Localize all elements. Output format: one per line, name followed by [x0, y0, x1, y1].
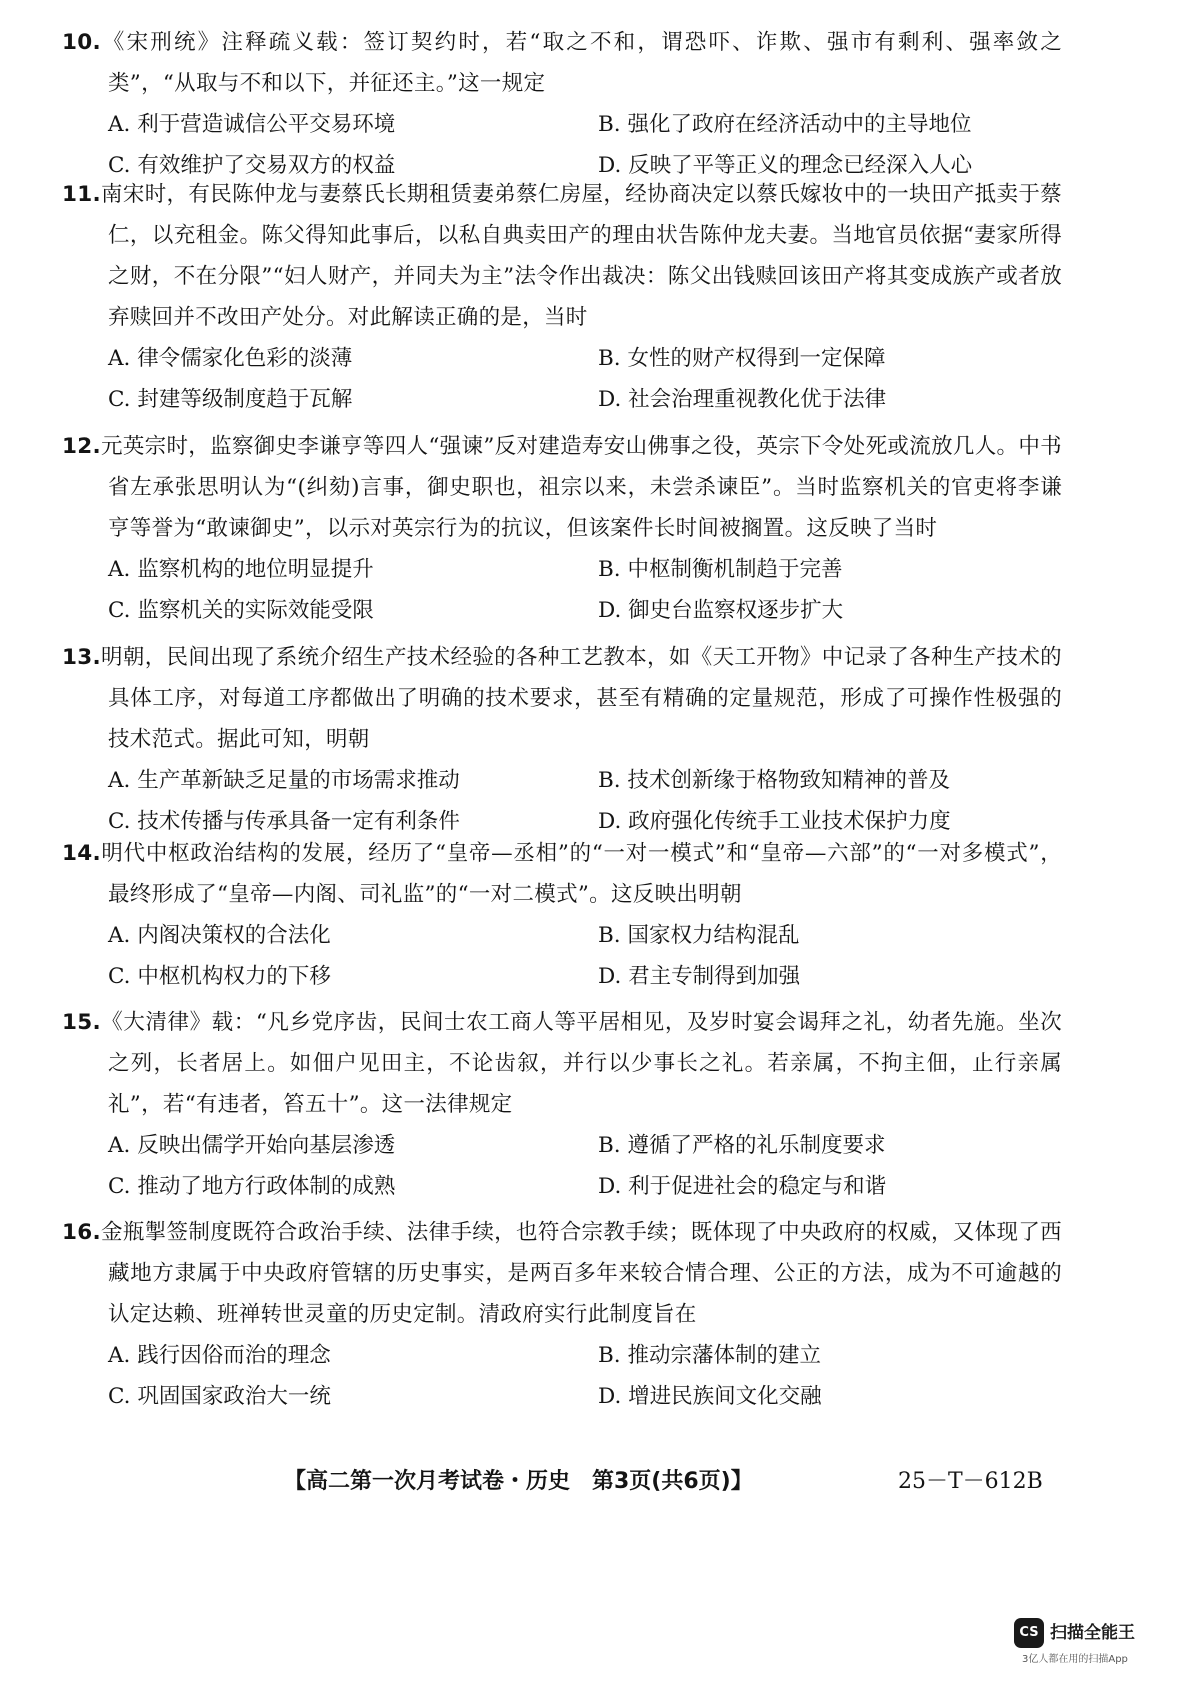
watermark-tagline: 3亿人都在用的扫描App — [1022, 1654, 1128, 1665]
question-16 — [62, 1212, 1062, 1417]
footer-title: 【高二第一次月考试卷・历史 第3页(共6页)】 — [284, 1469, 753, 1494]
option-b: B. 推动宗藩体制的建立 — [598, 1343, 821, 1368]
option-a: A. 践行因俗而治的理念 — [108, 1343, 331, 1368]
option-c: C. 有效维护了交易双方的权益 — [108, 153, 396, 178]
option-a: A. 反映出儒学开始向基层渗透 — [108, 1133, 396, 1158]
question-number: 12. — [62, 434, 101, 459]
paper-code: 25－T－612B — [898, 1469, 1043, 1494]
question-text: 金瓶掣签制度既符合政治手续、法律手续，也符合宗教手续；既体现了中央政府的权威，又体现了西藏地方隶属于中央政府管辖的历史事实，是两百多年来较合情合理、公正的方法，成为不可逾越的认定达赖、班禅转世灵童的历史定制。清政府实行此制度旨在 — [101, 1220, 1062, 1327]
option-b: B. 遵循了严格的礼乐制度要求 — [598, 1133, 886, 1158]
question-number: 14. — [62, 841, 101, 866]
option-b: B. 强化了政府在经济活动中的主导地位 — [598, 112, 972, 137]
question-text: 南宋时，有民陈仲龙与妻蔡氏长期租赁妻弟蔡仁房屋，经协商决定以蔡氏嫁妆中的一块田产抵卖于蔡仁，以充租金。陈父得知此事后，以私自典卖田产的理由状告陈仲龙夫妻。当地官员依据“妻家所得之财，不在分限”“妇人财产，并同夫为主”法令作出裁决：陈父出钱赎回该田产将其变成族产或者放弃赎回并不改田产处分。对此解读正确的是，当时 — [101, 182, 1062, 330]
option-d: D. 增进民族间文化交融 — [598, 1384, 822, 1409]
option-a: A. 生产革新缺乏足量的市场需求推动 — [108, 768, 460, 793]
question-text: 《宋刑统》注释疏义载：签订契约时，若“取之不和，谓恐吓、诈欺、强市有剩利、强率敛之类”，“从取与不和以下，并征还主。”这一规定 — [101, 30, 1062, 96]
question-stem — [62, 22, 1062, 104]
question-number: 13. — [62, 645, 101, 670]
question-stem — [62, 174, 1062, 338]
question-12 — [62, 426, 1062, 631]
question-text: 《大清律》载：“凡乡党序齿，民间士农工商人等平居相见，及岁时宴会谒拜之礼，幼者先施。坐次之列，长者居上。如佃户见田主，不论齿叙，并行以少事长之礼。若亲属，不拘主佃，止行亲属礼”，若“有违者，笞五十”。这一法律规定 — [101, 1010, 1062, 1117]
option-d: D. 反映了平等正义的理念已经深入人心 — [598, 153, 973, 178]
option-c: C. 封建等级制度趋于瓦解 — [108, 387, 353, 412]
question-15 — [62, 1002, 1062, 1207]
watermark-app-name: 扫描全能王 — [1050, 1623, 1135, 1643]
question-11 — [62, 174, 1062, 420]
question-number: 11. — [62, 182, 101, 207]
question-10 — [62, 22, 1062, 186]
option-b: B. 女性的财产权得到一定保障 — [598, 346, 886, 371]
option-d: D. 君主专制得到加强 — [598, 964, 801, 989]
question-13 — [62, 637, 1062, 842]
option-a: A. 利于营造诚信公平交易环境 — [108, 112, 396, 137]
camscanner-logo-icon: CS — [1014, 1618, 1044, 1648]
option-d: D. 社会治理重视教化优于法律 — [598, 387, 887, 412]
option-list — [108, 1335, 1062, 1417]
question-stem — [62, 637, 1062, 760]
question-number: 15. — [62, 1010, 101, 1035]
option-a: A. 内阁决策权的合法化 — [108, 923, 331, 948]
option-c: C. 巩固国家政治大一统 — [108, 1384, 331, 1409]
scanner-watermark — [1014, 1616, 1176, 1666]
question-number: 16. — [62, 1220, 101, 1245]
option-c: C. 推动了地方行政体制的成熟 — [108, 1174, 396, 1199]
option-list — [108, 760, 1062, 842]
option-d: D. 御史台监察权逐步扩大 — [598, 598, 844, 623]
option-a: A. 律令儒家化色彩的淡薄 — [108, 346, 353, 371]
option-a: A. 监察机构的地位明显提升 — [108, 557, 374, 582]
question-stem — [62, 1212, 1062, 1335]
option-list — [108, 549, 1062, 631]
question-number: 10. — [62, 30, 101, 55]
page-footer — [0, 1462, 1190, 1502]
question-stem — [62, 426, 1062, 549]
option-b: B. 技术创新缘于格物致知精神的普及 — [598, 768, 950, 793]
option-c: C. 技术传播与传承具备一定有利条件 — [108, 809, 460, 834]
question-text: 明代中枢政治结构的发展，经历了“皇帝—丞相”的“一对一模式”和“皇帝—六部”的“一对多模式”，最终形成了“皇帝—内阁、司礼监”的“一对二模式”。这反映出明朝 — [101, 841, 1062, 907]
option-c: C. 监察机关的实际效能受限 — [108, 598, 374, 623]
question-14 — [62, 833, 1062, 997]
option-list — [108, 338, 1062, 420]
option-b: B. 国家权力结构混乱 — [598, 923, 800, 948]
option-b: B. 中枢制衡机制趋于完善 — [598, 557, 843, 582]
option-d: D. 政府强化传统手工业技术保护力度 — [598, 809, 951, 834]
option-c: C. 中枢机构权力的下移 — [108, 964, 331, 989]
question-stem — [62, 1002, 1062, 1125]
question-text: 元英宗时，监察御史李谦亨等四人“强谏”反对建造寿安山佛事之役，英宗下令处死或流放几人。中书省左承张思明认为“(纠劾)言事，御史职也，祖宗以来，未尝杀谏臣”。当时监察机关的官吏将李谦亨等誉为“敢谏御史”，以示对英宗行为的抗议，但该案件长时间被搁置。这反映了当时 — [101, 434, 1062, 541]
question-text: 明朝，民间出现了系统介绍生产技术经验的各种工艺教本，如《天工开物》中记录了各种生产技术的具体工序，对每道工序都做出了明确的技术要求，甚至有精确的定量规范，形成了可操作性极强的技术范式。据此可知，明朝 — [101, 645, 1062, 752]
question-stem — [62, 833, 1062, 915]
option-list — [108, 915, 1062, 997]
option-list — [108, 1125, 1062, 1207]
option-d: D. 利于促进社会的稳定与和谐 — [598, 1174, 887, 1199]
